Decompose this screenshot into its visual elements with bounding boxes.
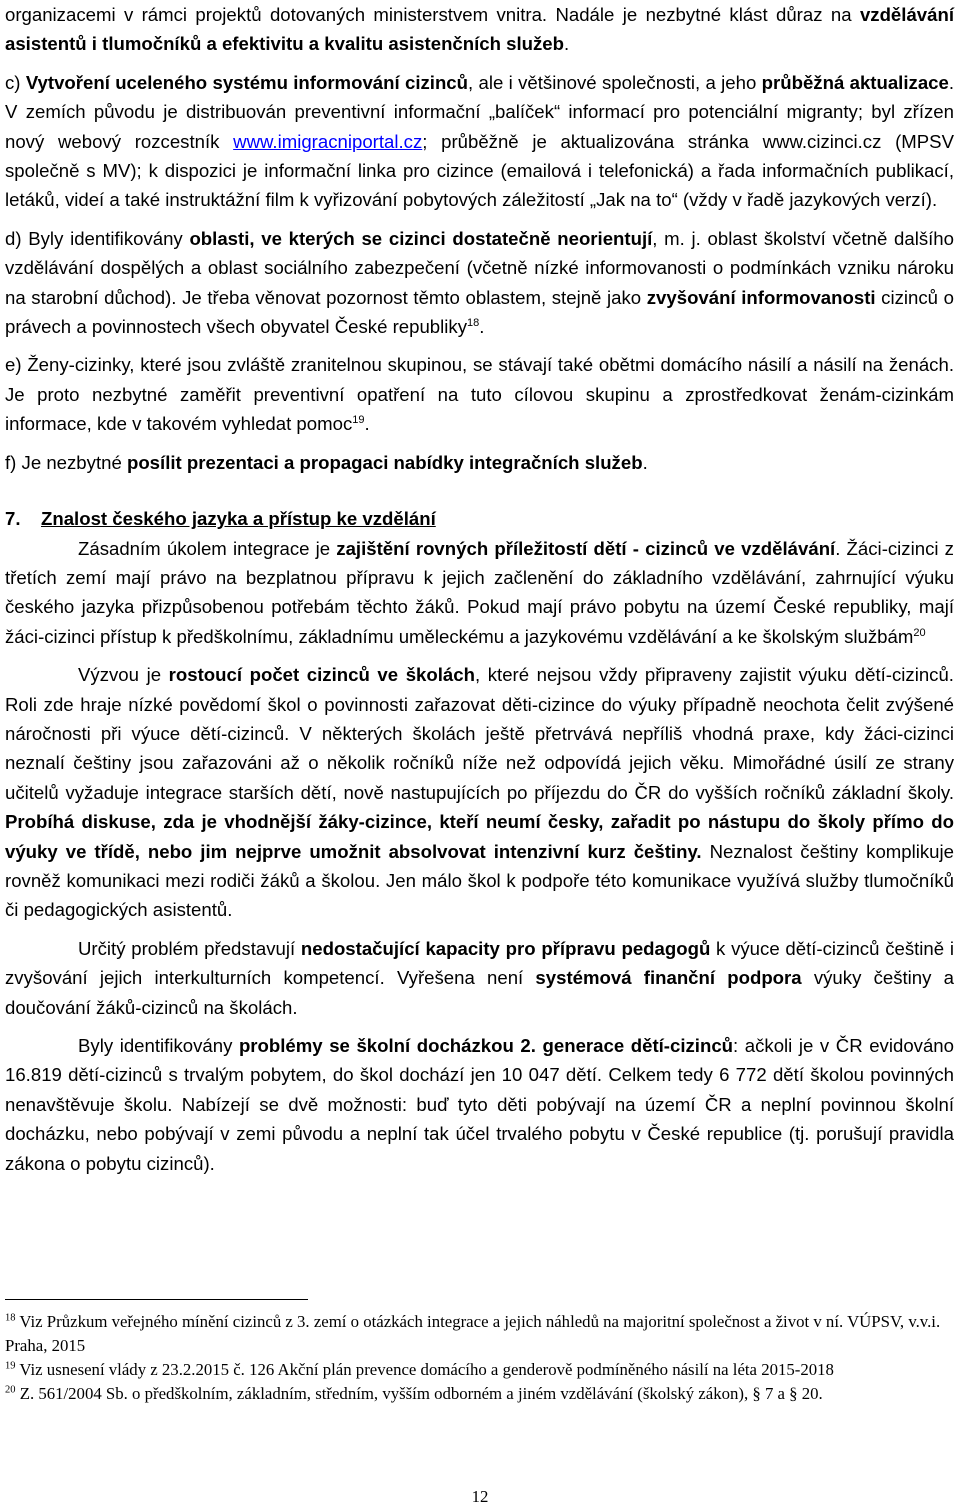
section-title: Znalost českého jazyka a přístup ke vzdělání xyxy=(41,508,436,530)
footnote-20 xyxy=(5,1382,950,1406)
text: výuky češtiny a doučování žáků-cizinců na školách. xyxy=(5,967,954,1018)
imigracniportal-link[interactable]: www.imigracniportal.cz xyxy=(233,130,423,152)
paragraph-1 xyxy=(5,534,954,652)
paragraph-item-c xyxy=(5,68,954,215)
footnote-19 xyxy=(5,1358,950,1382)
page-number: 12 xyxy=(471,1487,489,1506)
bold-text: posílit prezentaci a propagaci nabídky integračních služeb xyxy=(126,451,643,473)
paragraph-item-e xyxy=(5,350,954,438)
footnote-ref-18: 18 xyxy=(467,316,480,329)
bold-text: průběžná aktualizace xyxy=(761,71,949,93)
section-heading xyxy=(5,504,954,533)
bold-text: zajištění rovných příležitostí dětí - cizinců ve vzdělávání xyxy=(336,537,836,559)
paragraph-4 xyxy=(5,1031,954,1178)
bold-text: zvyšování informovanosti xyxy=(646,286,876,308)
paragraph-item-f xyxy=(5,448,954,477)
section-number: 7. xyxy=(5,508,21,530)
footnote-ref-19: 19 xyxy=(352,414,365,427)
text: : ačkoli je v ČR evidováno 16.819 dětí-cizinců s trvalým pobytem, do škol dochází jen 10 047 dětí. Celkem tedy 6 772 dětí školou povinných nenavštěvuje školu. Nabízejí se dvě možnosti: buď tyto děti pobývají na území ČR a neplní povinnou školní docházku, nebo pobývají v zemi původu a neplní tak účel trvalého pobytu v České republice (tj. porušují pravidla zákona o pobytu cizinců). xyxy=(5,1035,954,1174)
text: c) xyxy=(5,71,26,93)
bold-text: systémová finanční podpora xyxy=(535,967,802,989)
footnote-number: 19 xyxy=(5,1360,16,1372)
text: . Žáci-cizinci z třetích zemí mají právo na bezplatnou přípravu k jejich začlenění do základního vzdělávání, zahrnující výuku českého jazyka přizpůsobenou potřebám těchto žáků. Pokud mají právo pobytu na území České republiky, mají žáci-cizinci přístup k předškolnímu, základnímu uměleckému a jazykovému vzdělávání a ke školským službám xyxy=(5,537,954,647)
text: organizacemi v rámci projektů dotovaných ministerstvem vnitra. Nadále je nezbytné klást důraz na xyxy=(5,4,860,25)
text: Určitý problém představují xyxy=(78,937,301,959)
text: . V zemích původu je distribuován preventivní informační „balíček“ informací pro potenciální migranty; byl zřízen nový webový rozcestník xyxy=(5,71,955,152)
text: ; průběžně je aktualizována stránka www.cizinci.cz (MPSV společně s MV); k dispozici je informační linka pro cizince (emailová i telefonická) a řada informačních publikací, letáků, videí a také instruktážní film k vyřizování pobytových záležitostí „Jak na to“ (vždy v řadě jazykových verzí). xyxy=(5,130,954,211)
footnote-separator xyxy=(5,1299,308,1300)
paragraph-top xyxy=(5,0,954,59)
bold-text: nedostačující kapacity pro přípravu pedagogů xyxy=(300,937,711,959)
bold-text: problémy se školní docházkou 2. generace dětí-cizinců xyxy=(238,1035,734,1056)
bold-text: rostoucí počet cizinců ve školách xyxy=(168,664,475,686)
footnote-number: 20 xyxy=(5,1384,16,1396)
footnotes xyxy=(5,1310,950,1406)
text: . xyxy=(642,451,648,473)
bold-text: vzdělávání asistentů i tlumočníků a efektivitu a kvalitu asistenčních služeb xyxy=(5,4,954,55)
text: , ale i většinové společnosti, a jeho xyxy=(468,71,762,93)
bold-text: Vytvoření uceleného systému informování cizinců xyxy=(25,71,469,93)
footnote-text: Z. 561/2004 Sb. o předškolním, základním, středním, vyšším odborném a jiném vzdělávání (školský zákon), § 7 a § 20. xyxy=(15,1384,823,1403)
text: k výuce dětí-cizinců češtině i zvyšování jejich interkulturních kompetencí. Vyřešena není xyxy=(5,937,954,989)
text: . xyxy=(364,413,370,435)
text: cizinců o právech a povinnostech všech obyvatel České republiky xyxy=(5,286,954,338)
footnote-number: 18 xyxy=(5,1312,16,1324)
paragraph-item-d xyxy=(5,224,954,342)
text: Zásadním úkolem integrace je xyxy=(78,537,337,559)
footnote-text: Viz usnesení vlády z 23.2.2015 č. 126 Akční plán prevence domácího a genderově podmíněného násilí na léta 2015-2018 xyxy=(15,1360,834,1379)
text: . xyxy=(479,316,485,338)
footnote-18 xyxy=(5,1310,950,1358)
text: Výzvou je xyxy=(78,664,169,686)
paragraph-3 xyxy=(5,934,954,1022)
text: , které nejsou vždy připraveny zajistit výuku dětí-cizinců. Roli zde hraje nízké povědomí škol o povinnosti zařazovat děti-cizince do výuky případně neochota čelit zvýšené náročnosti při výuce dětí-cizinců. V některých školách ještě přetrvává nepříliš vhodná praxe, kdy žáci-cizinci neznalí češtiny jsou zařazováni až o několik ročníků níže než odpovídá jejich věku. Mimořádné úsilí ze strany učitelů vyžaduje integrace starších dětí, nově nastupujících po příjezdu do ČR do vyšších ročníků základní školy. xyxy=(5,664,954,803)
text: . xyxy=(564,33,570,55)
text: Neznalost češtiny komplikuje rovněž komunikaci mezi rodiči žáků a školou. Jen málo škol k podpoře této komunikace využívá služby tlumočníků či pedagogických asistentů. xyxy=(5,840,954,921)
bold-text: Probíhá diskuse, zda je vhodnější žáky-cizince, kteří neumí česky, zařadit po nástupu do školy přímo do výuky ve třídě, nebo jim nejprve umožnit absolvovat intenzivní kurz češtiny. xyxy=(5,811,954,862)
text: f) Je nezbytné xyxy=(5,451,127,473)
text: d) Byly identifikovány xyxy=(5,227,190,249)
text: Byly identifikovány xyxy=(78,1035,239,1056)
bold-text: oblasti, ve kterých se cizinci dostatečně neorientují xyxy=(189,227,653,249)
paragraph-2 xyxy=(5,660,954,925)
footnote-ref-20: 20 xyxy=(913,626,926,639)
text: , m. j. oblast školství včetně dalšího vzdělávání dospělých a oblast sociálního zabezpečení (včetně nízké informovanosti o podmínkách vzniku nároku na starobní důchod). Je třeba věnovat pozornost těmto oblastem, stejně jako xyxy=(5,227,954,308)
footnote-text: Viz Průzkum veřejného mínění cizinců z 3. zemí o otázkách integrace a jejich náhledů na majoritní společnost a život v ní. VÚPSV, v.v.i. Praha, 2015 xyxy=(5,1312,941,1355)
text: e) Ženy-cizinky, které jsou zvláště zranitelnou skupinou, se stávají také obětmi domácího násilí a násilí na ženách. Je proto nezbytné zaměřit preventivní opatření na tuto cílovou skupinu a zprostředkovat ženám-cizinkám informace, kde v takovém vyhledat pomoc xyxy=(5,354,954,435)
